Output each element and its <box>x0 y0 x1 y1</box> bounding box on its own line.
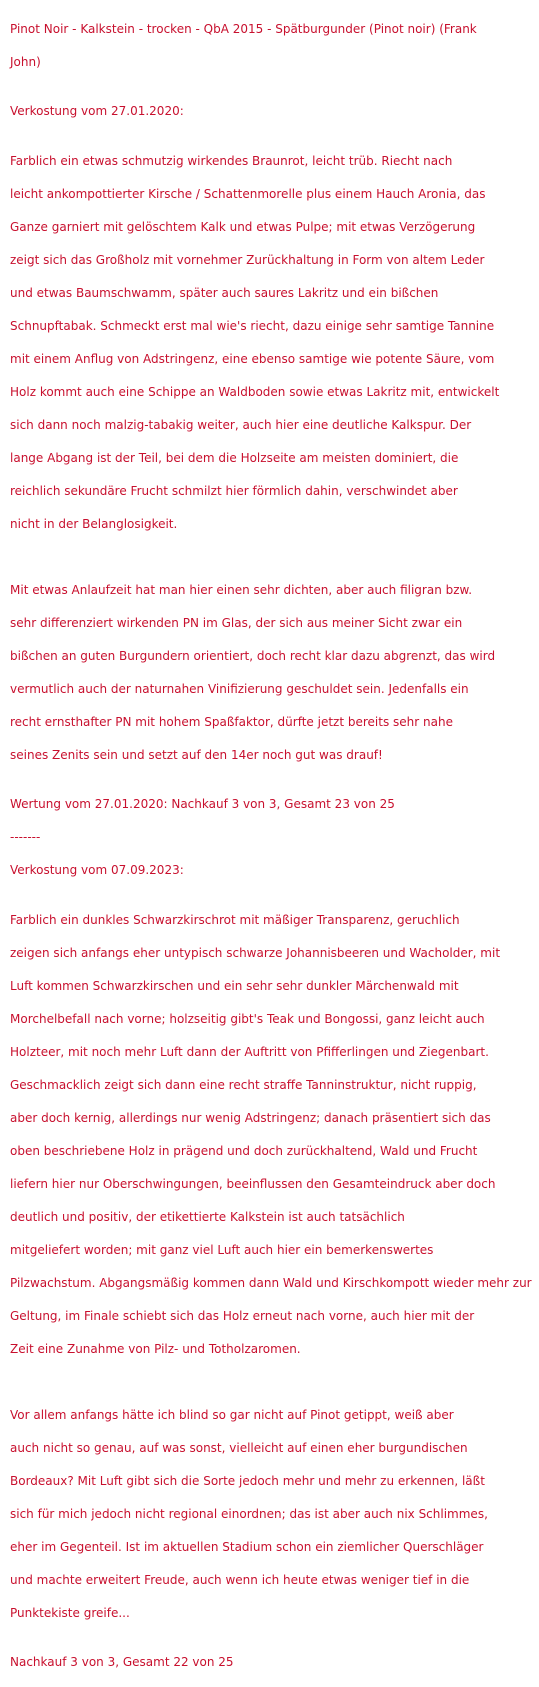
tasting-2-paragraph-2 <box>10 1390 536 1638</box>
text-line: lange Abgang ist der Teil, bei dem die Holzseite am meisten dominiert, die <box>10 450 459 465</box>
text-line: aber doch kernig, allerdings nur wenig Adstringenz; danach präsentiert sich das <box>10 1110 491 1125</box>
text-line: Luft kommen Schwarzkirschen und ein sehr sehr dunkler Märchenwald mit <box>10 978 459 993</box>
text-line: Holzteer, mit noch mehr Luft dann der Auftritt von Pfifferlingen und Ziegenbart. <box>10 1044 489 1059</box>
tasting-1-header: Verkostung vom 27.01.2020: <box>10 104 184 118</box>
wine-title-line: Pinot Noir - Kalkstein - trocken - QbA 2015 - Spätburgunder (Pinot noir) (Frank <box>10 21 477 36</box>
text-line: sich für mich jedoch nicht regional einordnen; das ist aber auch nix Schlimmes, <box>10 1506 488 1521</box>
text-line: reichlich sekundäre Frucht schmilzt hier förmlich dahin, verschwindet aber <box>10 483 458 498</box>
text-line: Farblich ein etwas schmutzig wirkendes Braunrot, leicht trüb. Riecht nach <box>10 153 453 168</box>
text-line: Punktekiste greife... <box>10 1605 130 1620</box>
text-line: Holz kommt auch eine Schippe an Waldboden sowie etwas Lakritz mit, entwickelt <box>10 384 500 399</box>
text-line: Ganze garniert mit gelöschtem Kalk und etwas Pulpe; mit etwas Verzögerung <box>10 219 476 234</box>
text-line: Geschmacklich zeigt sich dann eine recht straffe Tanninstruktur, nicht ruppig, <box>10 1077 477 1092</box>
wine-title <box>10 4 536 87</box>
tasting-2-paragraph-1 <box>10 895 536 1374</box>
wine-note-document <box>10 4 536 1687</box>
tasting-1-paragraph-2 <box>10 565 536 780</box>
text-line: Geltung, im Finale schiebt sich das Holz erneut nach vorne, auch hier mit der <box>10 1308 475 1323</box>
text-line: leicht ankompottierter Kirsche / Schattenmorelle plus einem Hauch Aronia, das <box>10 186 486 201</box>
text-line: sich dann noch malzig-tabakig weiter, auch hier eine deutliche Kalkspur. Der <box>10 417 472 432</box>
text-line: sehr differenziert wirkenden PN im Glas, der sich aus meiner Sicht zwar ein <box>10 615 463 630</box>
text-line: Mit etwas Anlaufzeit hat man hier einen sehr dichten, aber auch filigran bzw. <box>10 582 473 597</box>
text-line: und machte erweitert Freude, auch wenn ich heute etwas weniger tief in die <box>10 1572 470 1587</box>
text-line: Vor allem anfangs hätte ich blind so gar nicht auf Pinot getippt, weiß aber <box>10 1407 454 1422</box>
tasting-2-header: Verkostung vom 07.09.2023: <box>10 863 184 877</box>
text-line: Morchelbefall nach vorne; holzseitig gibt's Teak und Bongossi, ganz leicht auch <box>10 1011 485 1026</box>
text-line: Schnupftabak. Schmeckt erst mal wie's riecht, dazu einige sehr samtige Tannine <box>10 318 495 333</box>
tasting-2-rating: Nachkauf 3 von 3, Gesamt 22 von 25 <box>10 1655 234 1669</box>
wine-title-line: John) <box>10 54 41 69</box>
text-line: auch nicht so genau, auf was sonst, vielleicht auf einen eher burgundischen <box>10 1440 468 1455</box>
text-line: mitgeliefert worden; mit ganz viel Luft auch hier ein bemerkenswertes <box>10 1242 434 1257</box>
text-line: oben beschriebene Holz in prägend und doch zurückhaltend, Wald und Frucht <box>10 1143 478 1158</box>
text-line: eher im Gegenteil. Ist im aktuellen Stadium schon ein ziemlicher Querschläger <box>10 1539 484 1554</box>
text-line: liefern hier nur Oberschwingungen, beeinflussen den Gesamteindruck aber doch <box>10 1176 496 1191</box>
text-line: Pilzwachstum. Abgangsmäßig kommen dann Wald und Kirschkompott wieder mehr zur <box>10 1275 532 1290</box>
text-line: seines Zenits sein und setzt auf den 14er noch gut was drauf! <box>10 747 383 762</box>
text-line: bißchen an guten Burgundern orientiert, doch recht klar dazu abgrenzt, das wird <box>10 648 496 663</box>
text-line: recht ernsthafter PN mit hohem Spaßfaktor, dürfte jetzt bereits sehr nahe <box>10 714 453 729</box>
text-line: mit einem Anflug von Adstringenz, eine ebenso samtige wie potente Säure, vom <box>10 351 495 366</box>
tasting-1-rating: Wertung vom 27.01.2020: Nachkauf 3 von 3, Gesamt 23 von 25 <box>10 797 395 811</box>
text-line: Farblich ein dunkles Schwarzkirschrot mit mäßiger Transparenz, geruchlich <box>10 912 460 927</box>
text-line: Bordeaux? Mit Luft gibt sich die Sorte jedoch mehr und mehr zu erkennen, läßt <box>10 1473 485 1488</box>
text-line: deutlich und positiv, der etikettierte Kalkstein ist auch tatsächlich <box>10 1209 405 1224</box>
separator: ------- <box>10 830 41 844</box>
text-line: vermutlich auch der naturnahen Vinifizierung geschuldet sein. Jedenfalls ein <box>10 681 469 696</box>
tasting-1-paragraph-1 <box>10 136 536 549</box>
text-line: nicht in der Belanglosigkeit. <box>10 516 178 531</box>
text-line: zeigt sich das Großholz mit vornehmer Zurückhaltung in Form von altem Leder <box>10 252 485 267</box>
text-line: und etwas Baumschwamm, später auch saures Lakritz und ein bißchen <box>10 285 439 300</box>
text-line: Zeit eine Zunahme von Pilz- und Totholzaromen. <box>10 1341 301 1356</box>
text-line: zeigen sich anfangs eher untypisch schwarze Johannisbeeren und Wacholder, mit <box>10 945 501 960</box>
